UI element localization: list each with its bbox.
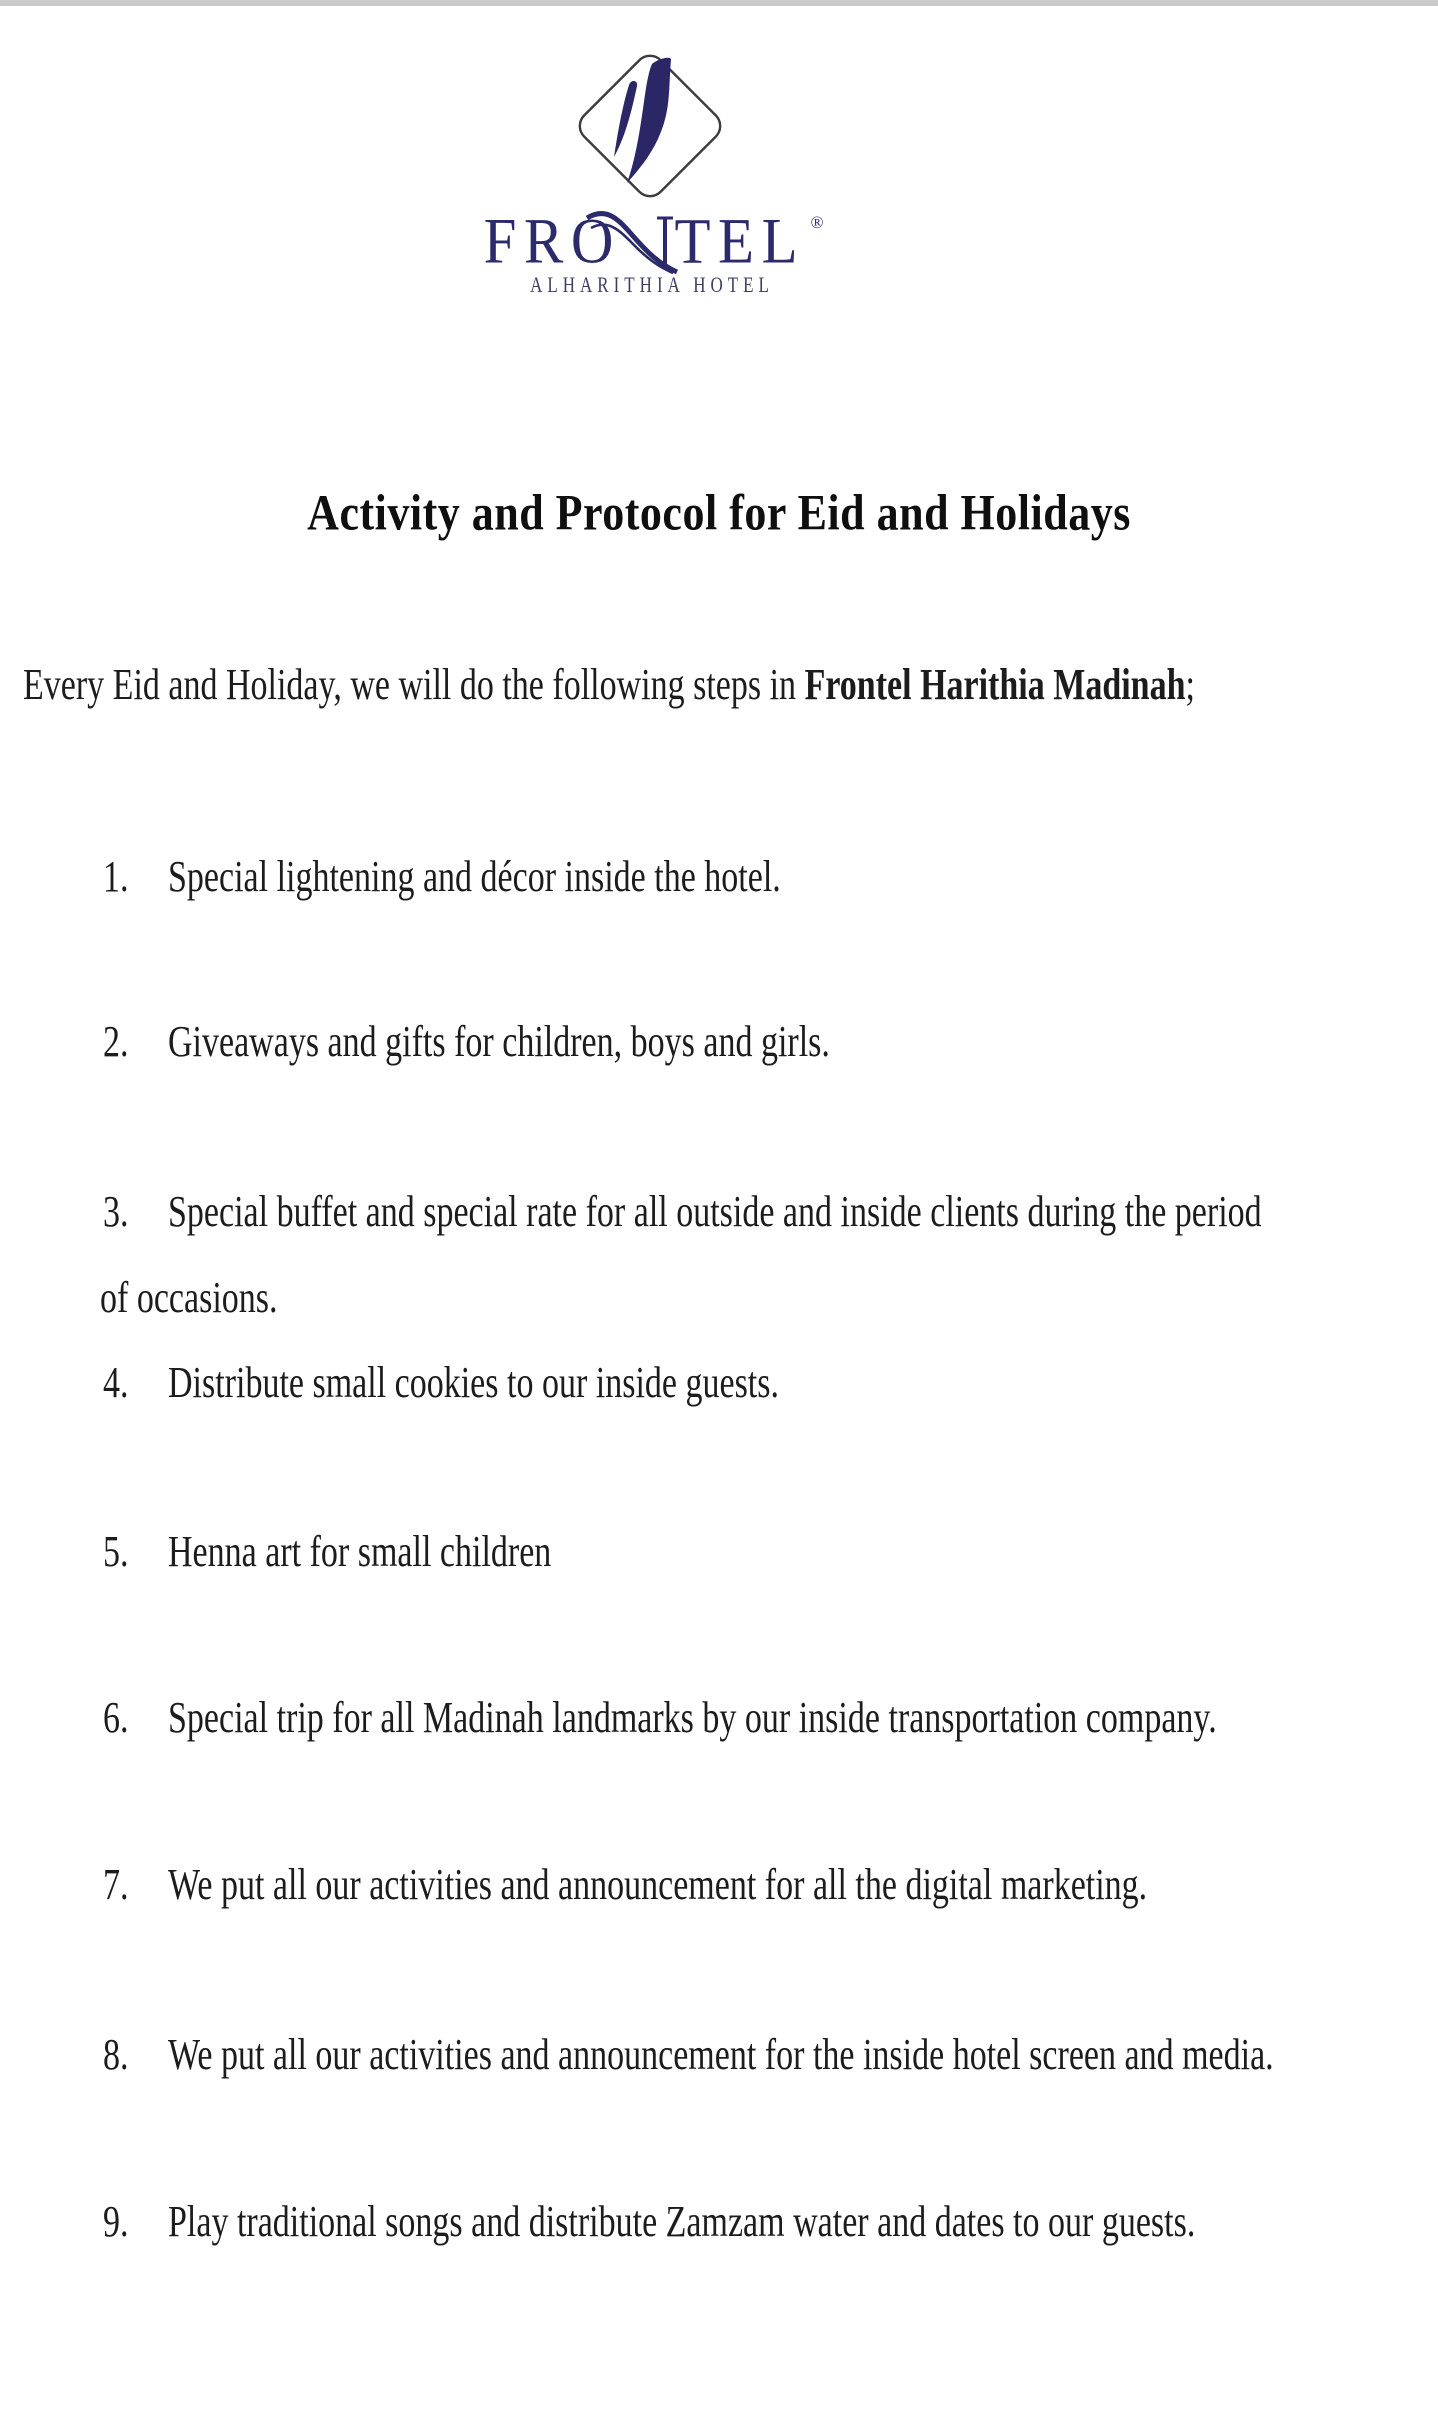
list-item-text: We put all our activities and announcement for all the digital marketing. xyxy=(168,1861,1148,1910)
list-item xyxy=(103,2198,1196,2247)
list-item-number: 2. xyxy=(103,1018,129,1067)
registered-mark: ® xyxy=(810,213,824,232)
list-item xyxy=(103,1861,1148,1910)
list-item xyxy=(103,2031,1274,2080)
page-title: Activity and Protocol for Eid and Holidays xyxy=(307,484,1131,541)
intro-bold-hotel-name: Frontel Harithia Madinah xyxy=(804,661,1186,710)
list-item-text: Distribute small cookies to our inside guests. xyxy=(168,1359,779,1408)
list-item-number: 9. xyxy=(103,2198,129,2247)
brand-text-left: FRO xyxy=(484,205,622,278)
intro-suffix: ; xyxy=(1185,661,1195,710)
list-item-continuation: of occasions. xyxy=(100,1274,278,1323)
list-item xyxy=(103,1694,1217,1743)
list-item-number: 7. xyxy=(103,1861,129,1910)
brand-text-right: TEL xyxy=(674,205,806,278)
list-item-number: 1. xyxy=(103,853,129,902)
viewer-top-edge xyxy=(0,0,1438,6)
list-item-text: Henna art for small children xyxy=(168,1528,552,1577)
list-item-number: 3. xyxy=(103,1188,129,1237)
list-item-number: 6. xyxy=(103,1694,129,1743)
intro-line xyxy=(23,661,1195,710)
list-item xyxy=(103,853,781,902)
list-item xyxy=(103,1528,552,1577)
list-item xyxy=(103,1018,830,1067)
list-item-text: Special lightening and décor inside the hotel. xyxy=(168,853,781,902)
logo-wordmark xyxy=(440,205,864,278)
list-item-number: 4. xyxy=(103,1359,129,1408)
list-item-text: Giveaways and gifts for children, boys and girls. xyxy=(168,1018,830,1067)
logo-subbrand: ALHARITHIA HOTEL xyxy=(530,272,774,298)
list-item-number: 5. xyxy=(103,1528,129,1577)
list-item-text: Play traditional songs and distribute Zamzam water and dates to our guests. xyxy=(168,2198,1196,2247)
list-item xyxy=(103,1188,1262,1237)
list-item-number: 8. xyxy=(103,2031,129,2080)
logo-wave-n-icon xyxy=(615,212,675,274)
list-item-text: Special buffet and special rate for all outside and inside clients during the period xyxy=(168,1188,1262,1237)
intro-prefix: Every Eid and Holiday, we will do the following steps in xyxy=(23,661,805,710)
diamond-swoosh-icon xyxy=(570,44,730,208)
list-item-text: Special trip for all Madinah landmarks by our inside transportation company. xyxy=(168,1694,1217,1743)
list-item-text: We put all our activities and announcement for the inside hotel screen and media. xyxy=(168,2031,1274,2080)
list-item xyxy=(103,1359,779,1408)
